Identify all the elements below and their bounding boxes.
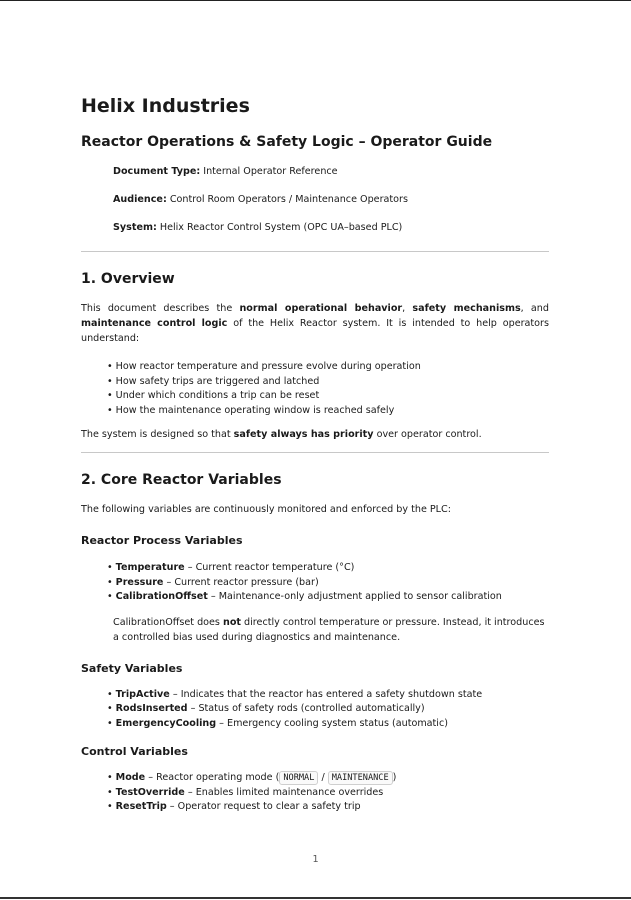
list-item: • CalibrationOffset – Maintenance-only adjustment applied to sensor calibration bbox=[107, 590, 549, 605]
mode-maintenance-code: MAINTENANCE bbox=[328, 771, 393, 785]
meta-system: System: Helix Reactor Control System (OPC UA–based PLC) bbox=[113, 222, 403, 233]
page-top-border bbox=[0, 0, 631, 1]
list-item: • How the maintenance operating window is reached safely bbox=[107, 404, 549, 419]
document-page bbox=[81, 92, 549, 815]
section-overview-heading: 1. Overview bbox=[81, 271, 175, 287]
mode-normal-code: NORMAL bbox=[279, 771, 318, 785]
overview-intro: This document describes the normal operational behavior, safety mechanisms, and maintenance control logic of the Helix Reactor system. It is intended to help operators understand: bbox=[81, 303, 549, 344]
overview-closing: The system is designed so that safety always has priority over operator control. bbox=[81, 429, 482, 440]
meta-document-type: Document Type: Internal Operator Reference bbox=[113, 166, 338, 177]
meta-audience: Audience: Control Room Operators / Maintenance Operators bbox=[113, 194, 408, 205]
list-item: • Mode – Reactor operating mode ( NORMAL / MAINTENANCE ) bbox=[107, 771, 549, 786]
page-number: 1 bbox=[312, 854, 319, 865]
section-core-variables-heading: 2. Core Reactor Variables bbox=[81, 472, 282, 488]
core-intro: The following variables are continuously monitored and enforced by the PLC: bbox=[81, 504, 451, 515]
list-item: • Temperature – Current reactor temperature (°C) bbox=[107, 561, 549, 576]
process-variables-heading: Reactor Process Variables bbox=[81, 534, 243, 547]
list-item: • ResetTrip – Operator request to clear a safety trip bbox=[107, 800, 549, 815]
overview-bullet-list bbox=[81, 360, 549, 418]
process-variables-list bbox=[81, 561, 549, 605]
list-item: • Under which conditions a trip can be reset bbox=[107, 389, 549, 404]
list-item: • TestOverride – Enables limited maintenance overrides bbox=[107, 786, 549, 801]
list-item: • EmergencyCooling – Emergency cooling system status (automatic) bbox=[107, 717, 549, 732]
calibration-note: CalibrationOffset does not directly control temperature or pressure. Instead, it introduces a controlled bias used during diagnostics and maintenance. bbox=[113, 616, 545, 643]
safety-variables-list bbox=[81, 688, 549, 732]
list-item: • How reactor temperature and pressure evolve during operation bbox=[107, 360, 549, 375]
document-title: Reactor Operations & Safety Logic – Operator Guide bbox=[81, 134, 493, 150]
document-meta bbox=[113, 165, 549, 235]
list-item: • RodsInserted – Status of safety rods (controlled automatically) bbox=[107, 702, 549, 717]
divider bbox=[81, 452, 549, 453]
list-item: • Pressure – Current reactor pressure (bar) bbox=[107, 576, 549, 591]
control-variables-list bbox=[81, 771, 549, 815]
list-item: • TripActive – Indicates that the reactor has entered a safety shutdown state bbox=[107, 688, 549, 703]
list-item: • How safety trips are triggered and latched bbox=[107, 375, 549, 390]
safety-variables-heading: Safety Variables bbox=[81, 661, 183, 675]
page-bottom-border bbox=[0, 897, 631, 899]
divider bbox=[81, 251, 549, 252]
control-variables-heading: Control Variables bbox=[81, 745, 188, 758]
company-name: Helix Industries bbox=[81, 95, 250, 117]
